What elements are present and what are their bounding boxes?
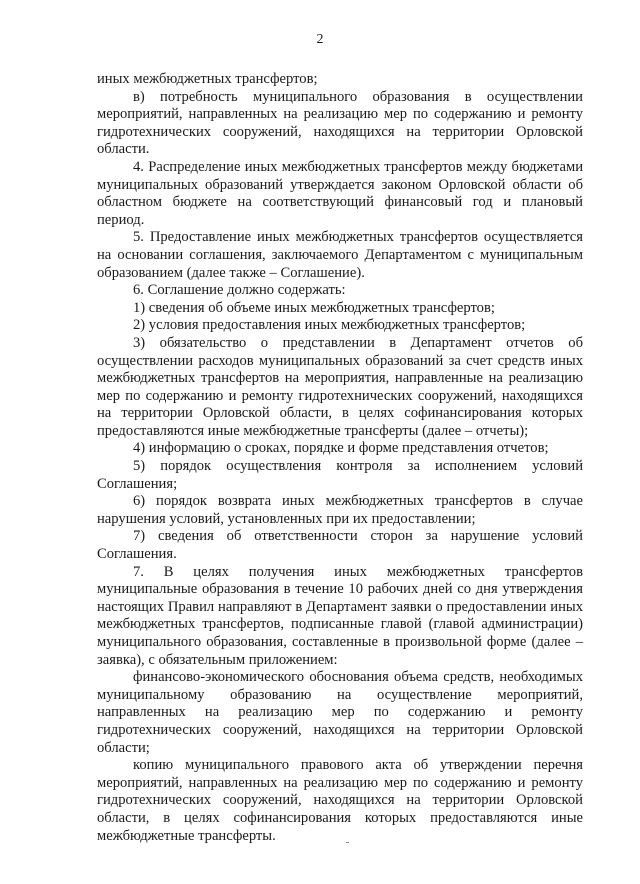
document-body xyxy=(97,71,583,845)
paragraph: 6) порядок возврата иных межбюджетных трансфертов в случае нарушения условий, установленных при их предоставлении; xyxy=(97,493,583,527)
paragraph: 7) сведения об ответственности сторон за нарушение условий Соглашения. xyxy=(97,528,583,563)
paragraph: 5. Предоставление иных межбюджетных трансфертов осуществляется на основании соглашения, заключаемого Департаментом с муниципальным образованием (далее также – Соглашение). xyxy=(97,229,583,281)
paragraph: иных межбюджетных трансфертов; xyxy=(97,71,318,87)
paragraph: финансово-экономического обоснования объема средств, необходимых муниципальному образованию на осуществление мероприятий, направленных на реализацию мер по содержанию и ремонту гидротехнических сооружений, находящихся на территории Орловской области; xyxy=(97,669,583,756)
paragraph: копию муниципального правового акта об утверждении перечня мероприятий, направленных на реализацию мер по содержанию и ремонту гидротехнических сооружений, находящихся на территории Орловской области, в целях софинансирования которых предоставляются иные межбюджетные трансферты. xyxy=(97,757,583,844)
paragraph: в) потребность муниципального образования в осуществлении мероприятий, направленных на реализацию мер по содержанию и ремонту гидротехнических сооружений, находящихся на территории Орловской области. xyxy=(97,88,583,158)
paragraph: 7. В целях получения иных межбюджетных трансфертов муниципальные образования в течение 10 рабочих дней со дня утверждения настоящих Правил направляют в Департамент заявки о предоставлении иных межбюджетных трансфертов, подписанные главой (главой администрации) муниципального образования, составленные в произвольной форме (далее – заявка), с обязательным приложением: xyxy=(97,563,583,668)
paragraph: 6. Соглашение должно содержать: xyxy=(133,282,346,299)
paragraph: 5) порядок осуществления контроля за исполнением условий Соглашения; xyxy=(97,458,583,492)
page-number: 2 xyxy=(316,32,324,47)
paragraph: 2) условия предоставления иных межбюджетных трансфертов; xyxy=(133,317,526,334)
paragraph: 3) обязательство о представлении в Департамент отчетов об осуществлении расходов муниципальных образований за счет средств иных межбюджетных трансфертов на мероприятия, направленные на реализацию мер по содержанию и ремонту гидротехнических сооружений, находящихся на территории Орловской области, в целях софинансирования которых предоставляются иные межбюджетные трансферты (далее – отчеты); xyxy=(97,334,583,439)
paragraph: 4. Распределение иных межбюджетных трансфертов между бюджетами муниципальных образований утверждается законом Орловской области об областном бюджете на соответствующий финансовый год и плановый период. xyxy=(97,158,583,228)
scan-speck xyxy=(346,842,349,843)
paragraph: 1) сведения об объеме иных межбюджетных трансфертов; xyxy=(133,299,495,316)
paragraph: 4) информацию о сроках, порядке и форме представления отчетов; xyxy=(133,440,549,457)
